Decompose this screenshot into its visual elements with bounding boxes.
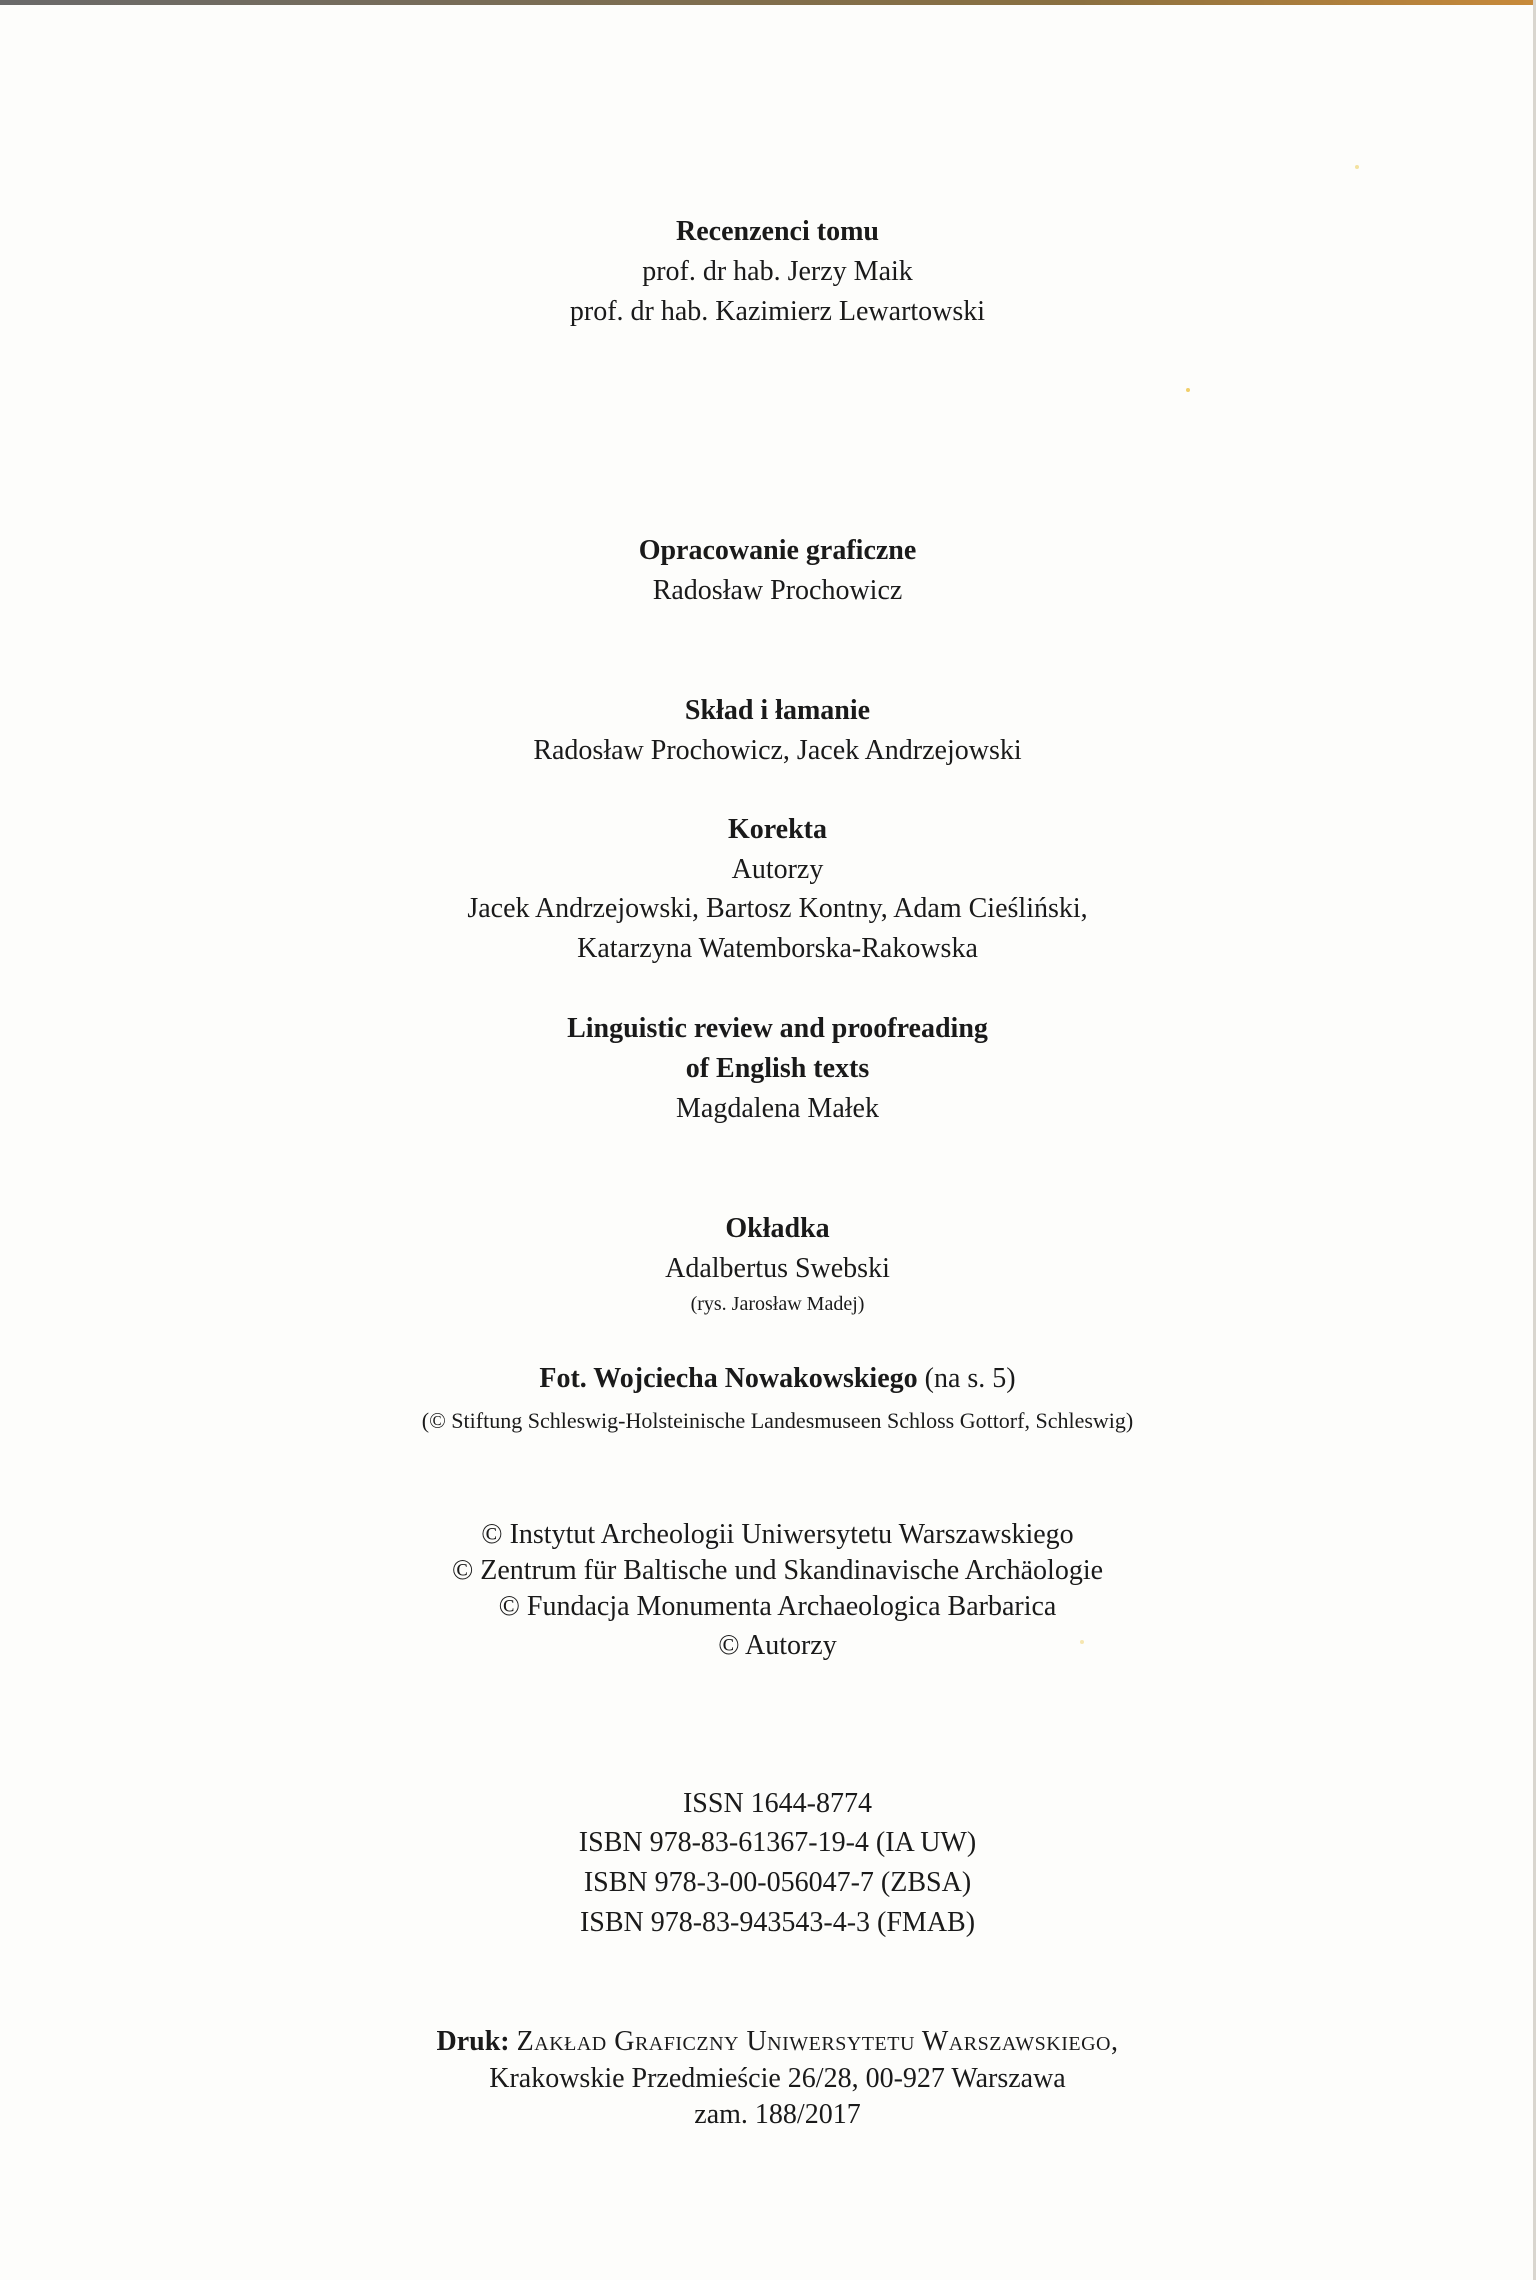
printer-address: Krakowskie Przedmieście 26/28, 00-927 Warszawa: [489, 2063, 1066, 2094]
top-edge: [0, 0, 1536, 5]
linguistic-reviewer-name: Magdalena Małek: [676, 1093, 879, 1124]
photo-credit-bold: Fot. Wojciecha Nowakowskiego: [539, 1363, 918, 1394]
linguistic-heading: of English texts: [685, 1053, 870, 1084]
photo-credit: [0, 1361, 1536, 1397]
typesetting-names: Radosław Prochowicz, Jacek Andrzejowski: [533, 735, 1022, 766]
printing-label: Druk:: [436, 2026, 510, 2057]
paper-speck: [1186, 388, 1190, 392]
cover-note: (rys. Jarosław Madej): [690, 1293, 865, 1315]
printer-name: Zakład Graficzny Uniwersytetu Warszawskiego,: [516, 2026, 1119, 2057]
paper-speck: [1355, 165, 1359, 169]
proofreading-line: Katarzyna Watemborska-Rakowska: [577, 933, 978, 964]
photo-copyright: (© Stiftung Schleswig-Holsteinische Landesmuseen Schloss Gottorf, Schleswig): [421, 1408, 1134, 1433]
linguistic-heading: Linguistic review and proofreading: [567, 1013, 988, 1044]
cover-heading: Okładka: [725, 1213, 830, 1244]
proofreading-line: Jacek Andrzejowski, Bartosz Kontny, Adam Cieśliński,: [467, 893, 1088, 924]
photo-credit-page: (na s. 5): [917, 1363, 1016, 1394]
cover-author: Adalbertus Swebski: [665, 1253, 890, 1284]
isbn-line: ISBN 978-83-943543-4-3 (FMAB): [579, 1907, 976, 1938]
printing-line: [0, 2024, 1536, 2060]
isbn-line: ISBN 978-3-00-056047-7 (ZBSA): [583, 1867, 972, 1898]
proofreading-heading: Korekta: [727, 814, 828, 845]
reviewer-name: prof. dr hab. Kazimierz Lewartowski: [569, 296, 986, 327]
proofreading-line: Autorzy: [731, 854, 824, 885]
reviewer-name: prof. dr hab. Jerzy Maik: [642, 256, 913, 287]
copyright-line: © Zentrum für Baltische und Skandinavische Archäologie: [451, 1555, 1104, 1586]
isbn-line: ISBN 978-83-61367-19-4 (IA UW): [578, 1827, 977, 1858]
issn-line: ISSN 1644-8774: [682, 1788, 872, 1819]
copyright-line: © Instytut Archeologii Uniwersytetu Warszawskiego: [481, 1519, 1074, 1550]
print-order-number: zam. 188/2017: [694, 2099, 861, 2130]
copyright-line: © Autorzy: [718, 1630, 837, 1661]
typesetting-heading: Skład i łamanie: [684, 695, 871, 726]
copyright-line: © Fundacja Monumenta Archaeologica Barbarica: [498, 1591, 1057, 1622]
reviewers-heading: Recenzenci tomu: [676, 216, 879, 247]
graphic-design-heading: Opracowanie graficzne: [638, 535, 917, 566]
graphic-designer-name: Radosław Prochowicz: [652, 575, 903, 606]
